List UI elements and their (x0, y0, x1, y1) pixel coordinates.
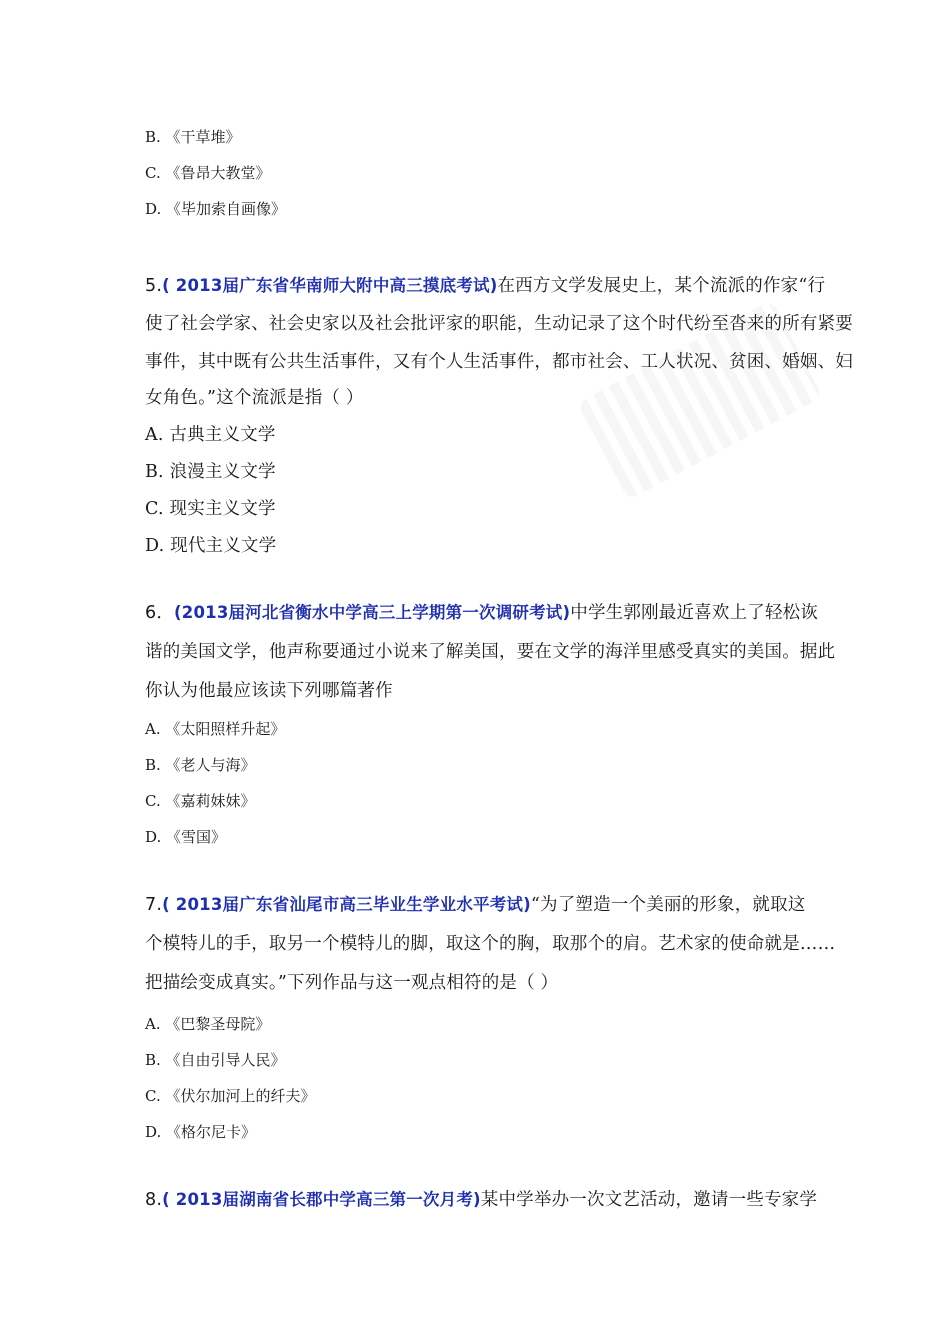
q5-option-d: D. 现代主义文学 (145, 536, 277, 556)
q5-option-a: A. 古典主义文学 (145, 425, 276, 445)
q8-text: 某中学举办一次文艺活动，邀请一些专家学 (480, 1190, 818, 1210)
q7-option-a: A. 《巴黎圣母院》 (145, 1015, 271, 1033)
q7-option-c: C. 《伏尔加河上的纤夫》 (145, 1087, 316, 1105)
q4-option-d: D. 《毕加索自画像》 (145, 200, 287, 218)
q5-stem-line-4: 女角色。”这个流派是指（ ） (145, 388, 364, 408)
q8-number: 8. (145, 1190, 163, 1210)
q5-number: 5. (145, 276, 163, 296)
q7-stem-line-3: 把描绘变成真实。”下列作品与这一观点相符的是（ ） (145, 973, 559, 993)
q6-source: (2013届河北省衡水中学高三上学期第一次调研考试) (174, 603, 571, 622)
q6-text: 中学生郭刚最近喜欢上了轻松诙 (570, 603, 819, 623)
q8-stem-line-1 (145, 1190, 817, 1210)
q6-option-d: D. 《雪国》 (145, 828, 227, 846)
q6-option-b: B. 《老人与海》 (145, 756, 256, 774)
q7-stem-line-2: 个模特儿的手，取另一个模特儿的脚，取这个的胸，取那个的肩。艺术家的使命就是…… (145, 934, 836, 954)
q8-source: ( 2013届湖南省长郡中学高三第一次月考) (162, 1190, 481, 1209)
q5-stem-line-2: 使了社会学家、社会史家以及社会批评家的职能，生动记录了这个时代纷至沓来的所有紧要 (145, 314, 853, 334)
q7-source: ( 2013届广东省汕尾市高三毕业生学业水平考试) (162, 895, 531, 914)
q6-option-c: C. 《嘉莉妹妹》 (145, 792, 256, 810)
q6-stem-line-2: 谐的美国文学，他声称要通过小说来了解美国，要在文学的海洋里感受真实的美国。据此 (145, 642, 836, 662)
q7-option-d: D. 《格尔尼卡》 (145, 1123, 257, 1141)
q7-option-b: B. 《自由引导人民》 (145, 1051, 286, 1069)
q4-option-b: B. 《干草堆》 (145, 128, 241, 146)
q5-source: ( 2013届广东省华南师大附中高三摸底考试) (162, 276, 498, 295)
q7-number: 7. (145, 895, 163, 915)
q7-stem-line-1 (145, 895, 806, 915)
q5-text: 在西方文学发展史上，某个流派的作家“行 (497, 276, 826, 296)
q5-option-b: B. 浪漫主义文学 (145, 462, 276, 482)
q6-option-a: A. 《太阳照样升起》 (145, 720, 286, 738)
q6-stem-line-3: 你认为他最应该读下列哪篇著作 (145, 681, 393, 701)
q6-number: 6． (145, 603, 175, 623)
q5-option-c: C. 现实主义文学 (145, 499, 276, 519)
q6-stem-line-1 (145, 603, 818, 623)
q4-option-c: C. 《鲁昂大教堂》 (145, 164, 271, 182)
q5-stem-line-3: 事件，其中既有公共生活事件，又有个人生活事件，都市社会、工人状况、贫困、婚姻、妇 (145, 352, 853, 372)
q5-stem-line-1 (145, 276, 825, 296)
q7-text: “为了塑造一个美丽的形象，就取这 (530, 895, 806, 915)
